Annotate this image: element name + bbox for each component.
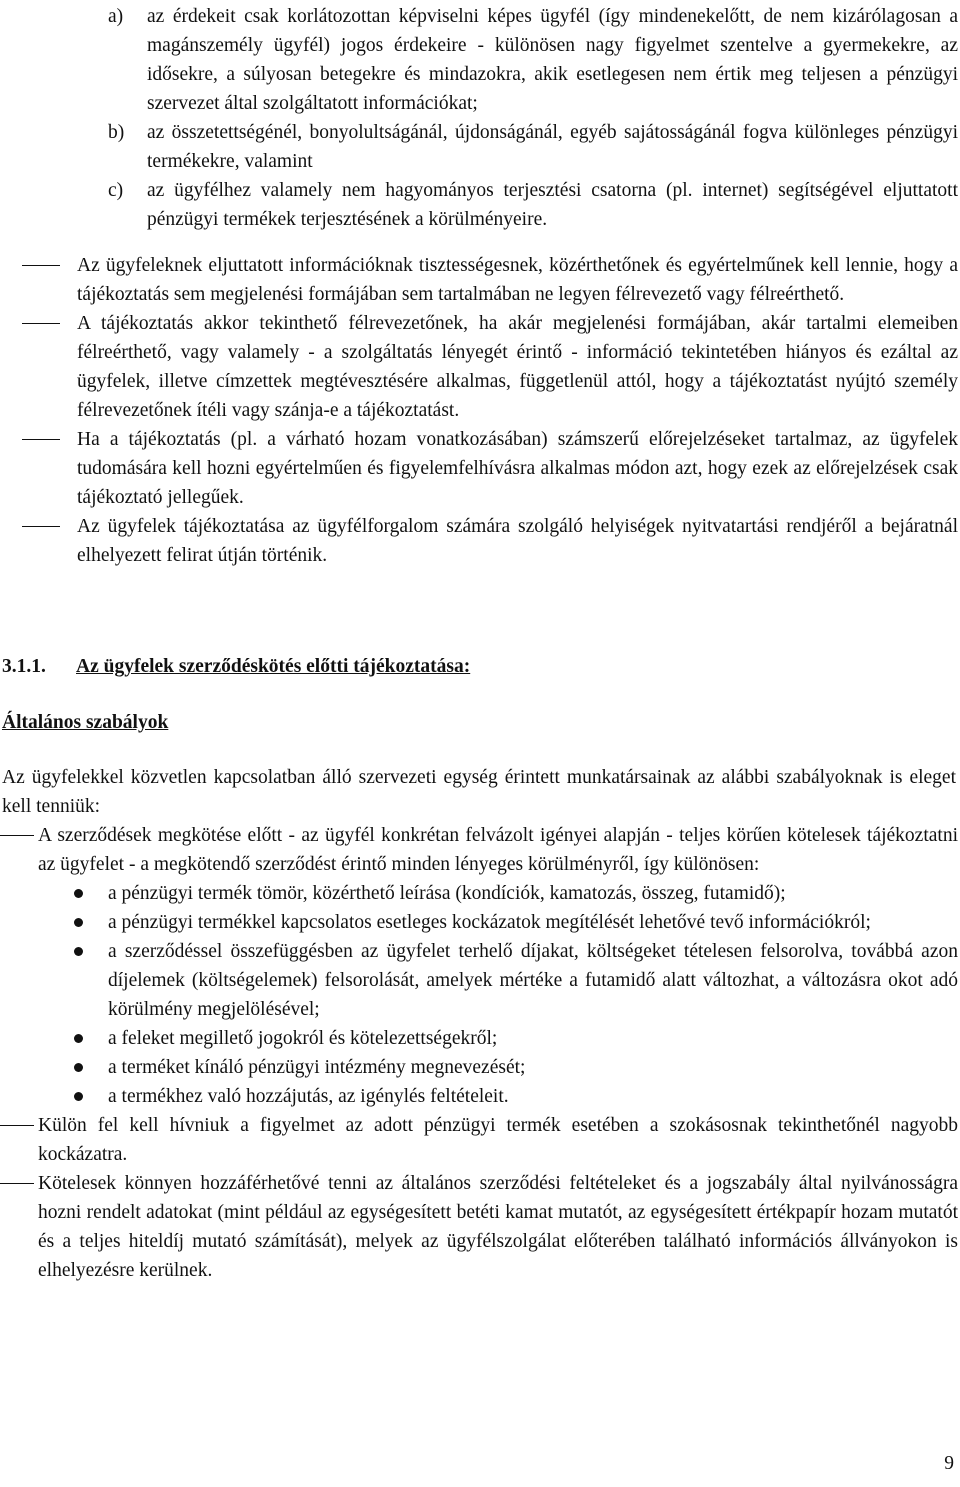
subheading: Általános szabályok — [2, 712, 169, 733]
list-item — [0, 425, 958, 512]
bullet-dot-icon — [74, 1063, 83, 1072]
list-item — [0, 821, 958, 879]
bullet-item — [0, 937, 958, 1024]
list-item — [0, 251, 958, 309]
list-item-label: a) — [108, 6, 124, 27]
bullet-dot-icon — [74, 1092, 83, 1101]
list-item — [0, 309, 958, 425]
list-item — [108, 176, 958, 234]
bullet-item — [0, 908, 958, 937]
bullet-item-text: a pénzügyi termék tömör, közérthető leírása (kondíciók, kamatozás, összeg, futamidő); — [108, 883, 786, 904]
list-item-label: c) — [108, 180, 124, 201]
dash-bullet-icon — [22, 265, 60, 266]
intro-paragraph: Az ügyfelekkel közvetlen kapcsolatban álló szervezeti egység érintett munkatársainak az alábbi szabályoknak is eleget kell tenniük: — [2, 767, 956, 817]
bullet-dot-icon — [74, 918, 83, 927]
bullet-item-text: a terméket kínáló pénzügyi intézmény megnevezését; — [108, 1057, 526, 1078]
list-item-text: Külön fel kell hívniuk a figyelmet az adott pénzügyi termék esetében a szokásosnak tekinthetőnél nagyobb kockázatra. — [38, 1115, 958, 1165]
bullet-item-text: a pénzügyi termékkel kapcsolatos esetleges kockázatok megítélését lehetővé tevő információkról; — [108, 912, 871, 933]
bullet-dot-icon — [74, 889, 83, 898]
list-item — [108, 118, 958, 176]
list-item-text: az összetettségénél, bonyolultságánál, újdonságánál, egyéb sajátosságánál fogva különleges pénzügyi termékekre, valamint — [147, 122, 958, 172]
dash-bullet-icon — [22, 323, 60, 324]
bullet-item-text: a feleket megillető jogokról és kötelezettségekről; — [108, 1028, 498, 1049]
section-title: Az ügyfelek szerződéskötés előtti tájékoztatása: — [76, 656, 471, 677]
list-item-text: az érdekeit csak korlátozottan képviselni képes ügyfél (így mindenekelőtt, de nem kizárólagosan a magánszemély ügyfél) jogos érdekeire - különösen nagy figyelmet szentelve a gyermekekre, az idősekre, a súlyosan betegekre és mindazokra, akik esetlegesen nem értik meg teljesen a pénzügyi szervezet által szolgáltatott információkat; — [147, 6, 958, 114]
bullet-item-text: a termékhez való hozzájutás, az igénylés feltételeit. — [108, 1086, 509, 1107]
bullet-item — [0, 1053, 958, 1082]
dash-bullet-icon — [22, 439, 60, 440]
bullet-item — [0, 1024, 958, 1053]
dash-bullet-icon — [0, 835, 34, 836]
dash-bullet-icon — [0, 1183, 34, 1184]
list-item-text: az ügyfélhez valamely nem hagyományos terjesztési csatorna (pl. internet) segítségével eljuttatott pénzügyi termékek terjesztésének a körülményeire. — [147, 180, 958, 230]
bullet-item — [0, 1082, 958, 1111]
bullet-item — [0, 879, 958, 908]
bullet-list — [0, 879, 958, 1111]
page-number: 9 — [944, 1453, 954, 1474]
list-item-label: b) — [108, 122, 125, 143]
list-item-text: Az ügyfeleknek eljuttatott információknak tisztességesnek, közérthetőnek és egyértelműnek kell lennie, hogy a tájékoztatás sem megjelenési formájában sem tartalmában ne legyen félrevezető vagy félreérthető. — [77, 255, 958, 305]
dash-list — [0, 821, 958, 1285]
dash-bullet-icon — [22, 526, 60, 527]
list-item-text: A szerződések megkötése előtt - az ügyfél konkrétan felvázolt igényei alapján - teljes körűen kötelesek tájékoztatni az ügyfelet - a megkötendő szerződést érintő minden lényeges körülményről, így különösen: — [38, 825, 958, 875]
lettered-list — [108, 2, 958, 234]
dash-bullet-icon — [0, 1125, 34, 1126]
bullet-item-text: a szerződéssel összefüggésben az ügyfelet terhelő díjakat, költségeket tételesen felsorolva, továbbá azon díjelemek (költségelemek) felsorolását, amelyek mértéke a futamidő alatt változhat, a változásra okot adó körülmény megjelölésével; — [108, 941, 958, 1020]
list-item-text: Ha a tájékoztatás (pl. a várható hozam vonatkozásában) számszerű előrejelzéseket tartalmaz, az ügyfelek tudomására kell hozni egyértelműen és figyelemfelhívásra alkalmas módon azt, hogy ezek az előrejelzések csak tájékoztató jellegűek. — [77, 429, 958, 508]
list-item — [0, 1111, 958, 1169]
dash-list — [0, 251, 958, 570]
list-item — [0, 1169, 958, 1285]
list-item-text: Az ügyfelek tájékoztatása az ügyfélforgalom számára szolgáló helyiségek nyitvatartási rendjéről a bejáratnál elhelyezett felirat útján történik. — [77, 516, 958, 566]
bullet-dot-icon — [74, 1034, 83, 1043]
list-item-text: Kötelesek könnyen hozzáférhetővé tenni az általános szerződési feltételeket és a jogszabály által nyilvánosságra hozni rendelt adatokat (mint például az egységesített betéti kamat mutatót, az egységesített értékpapír hozam mutatót és a teljes hiteldíj mutató számítását), melyek az ügyfélszolgálat előterében található információs állványokon is elhelyezésre kerülnek. — [38, 1173, 958, 1281]
list-item — [0, 512, 958, 570]
list-item — [108, 2, 958, 118]
section-number: 3.1.1. — [2, 656, 46, 677]
list-item-text: A tájékoztatás akkor tekinthető félrevezetőnek, ha akár megjelenési formájában, akár tartalmi elemeiben félreérthető, vagy valamely - a szolgáltatás lényegét érintő - információ tekintetében hiányos és ezáltal az ügyfelek, illetve címzettek megtévesztésére alkalmas, függetlenül attól, hogy a tájékoztatást nyújtó személy félrevezetőnek ítéli vagy szánja-e a tájékoztatást. — [77, 313, 958, 421]
bullet-dot-icon — [74, 947, 83, 956]
